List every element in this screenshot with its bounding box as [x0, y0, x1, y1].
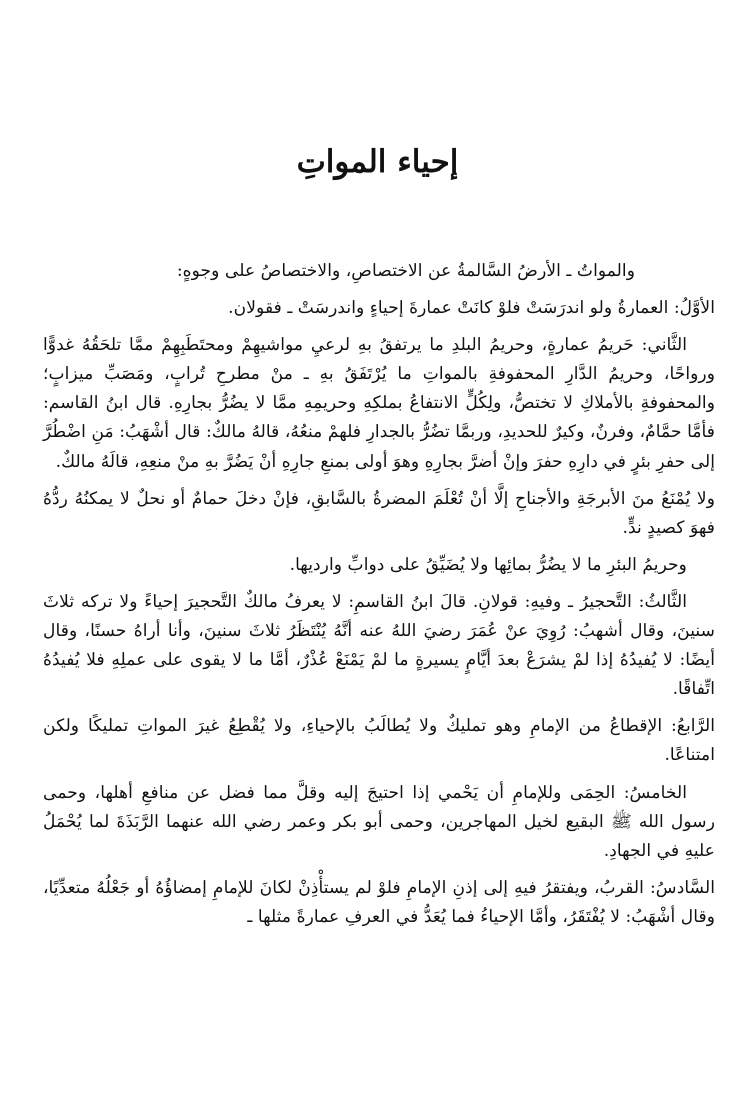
paragraph-towers: ولا يُمْنَعُ منَ الأبرجَةِ والأجناحِ إلَّا أنْ تُعْلَمَ المضرةُ بالسَّابقِ، فإنْ دخلَ حمامٌ أو نحلٌ لا يمكنُهُ ردُّهُ فهوَ كصيدٍ ندٍّ. — [43, 488, 715, 538]
paragraph-fourth: الرَّابعُ: الإقطاعُ من الإمامِ وهو تمليكٌ ولا يُطالَبُ بالإحياءِ، ولا يُقْطِعُ غيرَ المواتِ تمليكًا ولكن امتناعًا. — [43, 716, 715, 766]
paragraph-first: الأوَّلُ: العمارةُ ولو اندرَسَتْ فلوْ كانَتْ عمارةَ إحياءٍ واندرسَتْ ـ فقولان. — [228, 298, 715, 319]
paragraph-second: الثَّاني: حَريمُ عمارةٍ، وحريمُ البلدِ ما يرتفقُ بهِ لرعيِ مواشيهِمْ ومحتَطَبِهِمْ ممَّا تلحَقُهُ غدوًّا ورواحًا، وحريمُ الدَّارِ المحفوفةِ بالمواتِ ما يُرْتَفَقُ بهِ ـ منْ مطرحِ تُرابٍ، ومَصَبِّ ميزابٍ؛ والمحفوفةِ بالأملاكِ لا تختصُّ، ولِكُلٍّ الانتفاعُ بملكِهِ وحريمِهِ ممَّا لا يضُرُّ بجارِهِ. قال ابنُ القاسم: فأمَّا حمَّامٌ، وفرنٌ، وكيرٌ للحديدِ، وربمَّا تضُرُّ بالجدارِ فلهمْ منعُهُ، قالهُ مالكٌ: قال أشْهَبُ: مَنِ اضْطُرَّ إلى حفرِ بئرٍ في دارِهِ حفرَ وإنْ أضرَّ بجارِهِ وهوَ أولى بمنعِ جارِهِ أنْ يَضُرَّ بهِ منْ منعِهِ، قالَهُ مالكٌ. — [43, 335, 715, 472]
paragraph-well: وحريمُ البئرِ ما لا يضُرُّ بمائِها ولا يُضَيِّقُ على دوابِّ وارديها. — [289, 554, 687, 575]
paragraph-intro: والمواتُ ـ الأرضُ السَّالمةُ عن الاختصاصِ، والاختصاصُ على وجوهٍ: — [176, 261, 635, 281]
body-text — [43, 257, 715, 940]
paragraph-fifth: الخامسُ: الحِمَى وللإمامِ أن يَحْمي إذا احتيجَ إليه وقلَّ مما فضل عن منافعِ أهلها، وحمى رسول الله ﷺ البقيع لخيل المهاجرين، وحمى أبو بكر وعمر رضي الله عنهما الرَّبَذَةَ لما يُحْمَلُ عليهِ في الجهادِ. — [43, 782, 715, 861]
paragraph-third: الثَّالثُ: التَّحجيرُ ـ وفيهِ: قولانِ. قالَ ابنُ القاسمِ: لا يعرفُ مالكٌ التَّحجيرَ إحياءً ولا تركه ثلاثَ سنينَ، وقال أشهبُ: رُوِيَ عنْ عُمَرَ رضيَ اللهُ عنه أنَّهُ يُنْتَظَرُ ثلاثَ سنينَ، وأنا أراهُ حسنًا، وقال أيضًا: لا يُفيدُهُ إذا لمْ يشرَعْ بعدَ أيَّامٍ يسيرةٍ ما لمْ يَمْنَعْ عُذْرٌ، أمَّا ما لا يقوى على عملِهِ فلا يُفيدُهُ اتِّفاقًا. — [43, 591, 715, 700]
page-title: إحياء المواتِ — [296, 144, 459, 180]
paragraph-sixth: السَّادسُ: القربُ، ويفتقرُ فيهِ إلى إذنِ الإمامِ فلوْ لم يستأْذِنْ لكانَ للإمامِ إمضاؤُهُ أو جَعْلُهُ متعدِّيًا، وقال أشْهَبُ: لا يُفْتَقَرُ، وأمَّا الإحياءُ فما يُعَدُّ في العرفِ عمارةً مثلها ـ — [43, 877, 715, 927]
